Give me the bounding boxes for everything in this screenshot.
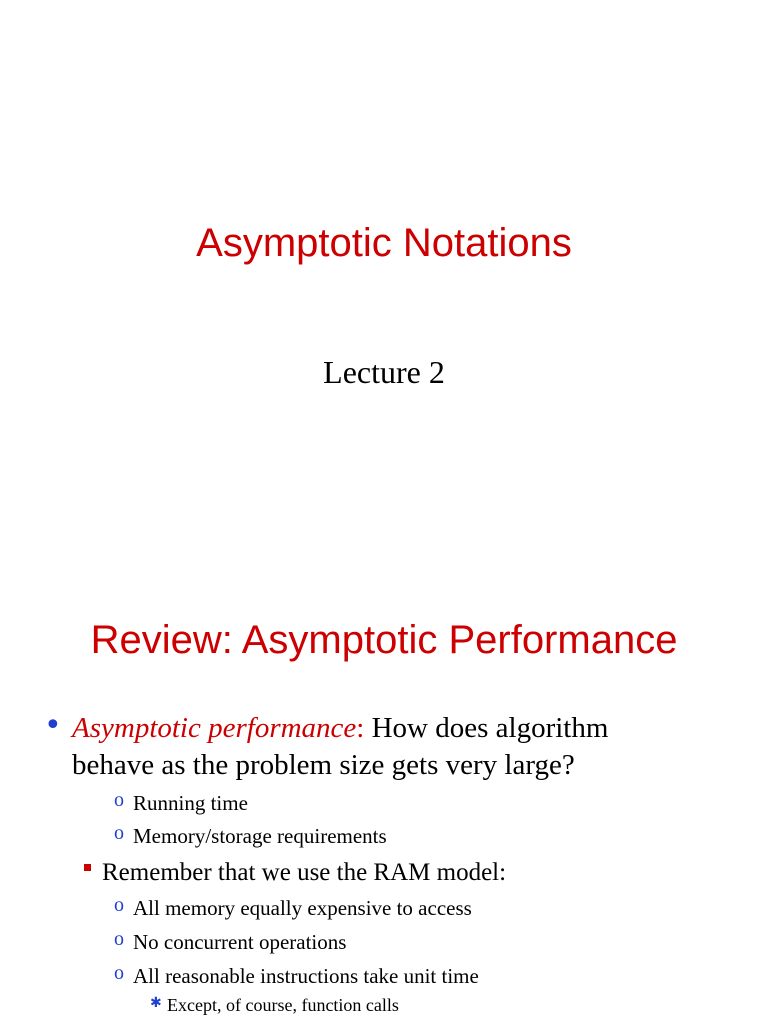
point1-emphasis: Asymptotic performance (72, 712, 357, 744)
point2-sub-unit-time: All reasonable instructions take unit time (133, 964, 479, 988)
point2-subsub-function-calls: Except, of course, function calls (167, 995, 399, 1015)
sub-bullet-icon: o (114, 789, 124, 811)
point1-sub-memory: Memory/storage requirements (133, 824, 387, 848)
sub-bullet-icon: o (114, 894, 124, 916)
sub-bullet-icon: o (114, 822, 124, 844)
point2-sub-concurrent: No concurrent operations (133, 930, 347, 954)
slide1-subtitle: Lecture 2 (323, 354, 445, 390)
star-bullet-icon: ✱ (150, 995, 162, 1011)
point1-line2: behave as the problem size gets very large? (72, 749, 575, 781)
point1-line1 (72, 710, 608, 746)
point2-sub-memory-access: All memory equally expensive to access (133, 896, 472, 920)
slide2-title: Review: Asymptotic Performance (90, 618, 678, 662)
point1-rest-line1: How does algorithm (364, 712, 609, 744)
bullet-dot-icon: • (44, 708, 62, 743)
point2-text: Remember that we use the RAM model: (102, 859, 507, 886)
point1-colon: : (356, 712, 365, 744)
point1-sub-running-time: Running time (133, 791, 248, 815)
sub-bullet-icon: o (114, 962, 124, 984)
square-bullet-icon (84, 864, 91, 871)
sub-bullet-icon: o (114, 928, 124, 950)
slide1-title: Asymptotic Notations (196, 221, 572, 265)
